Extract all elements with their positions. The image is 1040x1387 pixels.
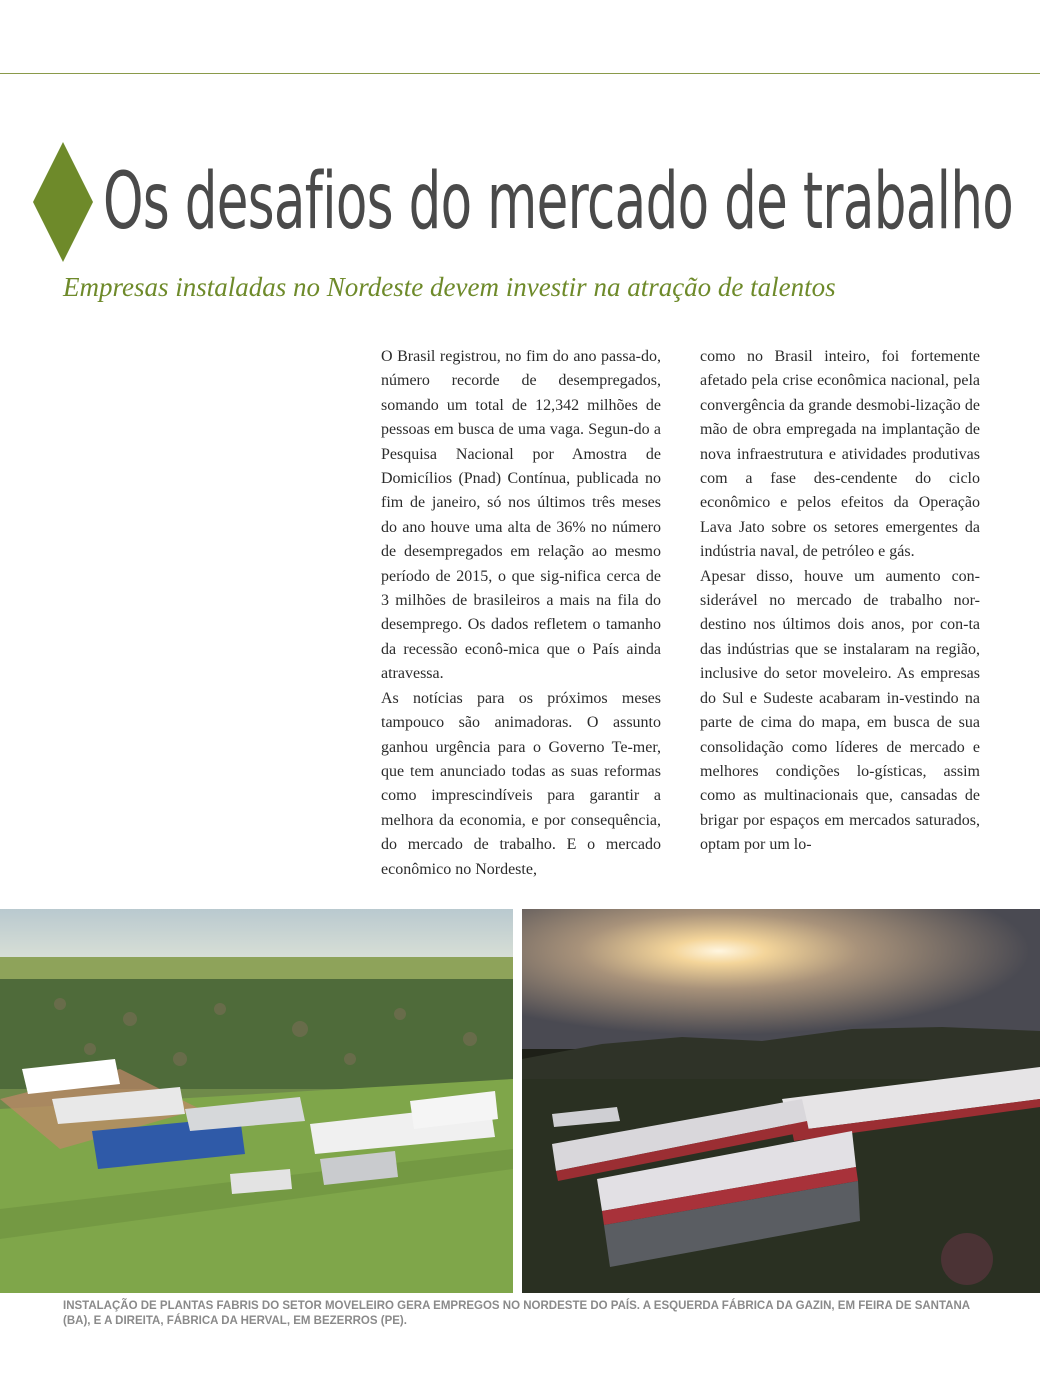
photo-factory-aerial-day [0, 909, 513, 1293]
paragraph: como no Brasil inteiro, foi fortemente afetado pela crise econômica nacional, pela convergência da grande desmobi-lização de mão de obra empregada na implantação de nova infraestrutura e atividades produtivas com a fase des-cendente do ciclo econômico e pelos efeitos da Operação Lava Jato sobre os setores emergentes da indústria naval, de petróleo e gás. [700, 348, 980, 561]
paragraph: O Brasil registrou, no fim do ano passa-do, número recorde de desempregados, somando um total de 12,342 milhões de pessoas em busca de uma vaga. Segun-do a Pesquisa Nacional por Amostra de Domicílios (Pnad) Contínua, publicada no fim de janeiro, só nos últimos três meses do ano houve uma alta de 36% no número de desempregados em relação ao mesmo período de 2015, o que sig-nifica cerca de 3 milhões de brasileiros a mais na fila do desemprego. Os dados refletem o tamanho da recessão econô-mica que o País ainda atravessa. [381, 348, 661, 683]
diamond-icon [33, 142, 93, 262]
title-block [33, 140, 1013, 264]
photo-caption: INSTALAÇÃO DE PLANTAS FABRIS DO SETOR MOVELEIRO GERA EMPREGOS NO NORDESTE DO PAÍS. A ESQUERDA FÁBRICA DA GAZIN, EM FEIRA DE SANTANA (BA), E A DIREITA, FÁBRICA DA HERVAL, EM BEZERROS (PE). [63, 1300, 970, 1327]
paragraph: Apesar disso, houve um aumento con-siderável no mercado de trabalho nor-destino nos últimos dois anos, por con-ta das indústrias que se instalaram na região, inclusive do setor moveleiro. As empresas do Sul e Sudeste acabaram in-vestindo na parte de cima do mapa, em busca de sua consolidação como líderes de mercado e melhores condições lo-gísticas, assim como as multinacionais que, cansadas de brigar por espaços em mercados saturados, optam por um lo- [700, 567, 980, 854]
article-subtitle: Empresas instaladas no Nordeste devem investir na atração de talentos [63, 272, 836, 302]
paragraph: As notícias para os próximos meses tampouco são animadoras. O assunto ganhou urgência para o Governo Te-mer, que tem anunciado todas as suas reformas como imprescindíveis para garantir a melhora da economia, e por consequência, do mercado de trabalho. E o mercado econômico no Nordeste, [381, 689, 661, 878]
text-column-left [381, 345, 661, 882]
page-title: Os desafios do mercado de trabalho [103, 157, 1014, 247]
text-column-right [700, 345, 980, 858]
top-rule [0, 73, 1040, 74]
photo-factory-aerial-sunset [522, 909, 1040, 1293]
